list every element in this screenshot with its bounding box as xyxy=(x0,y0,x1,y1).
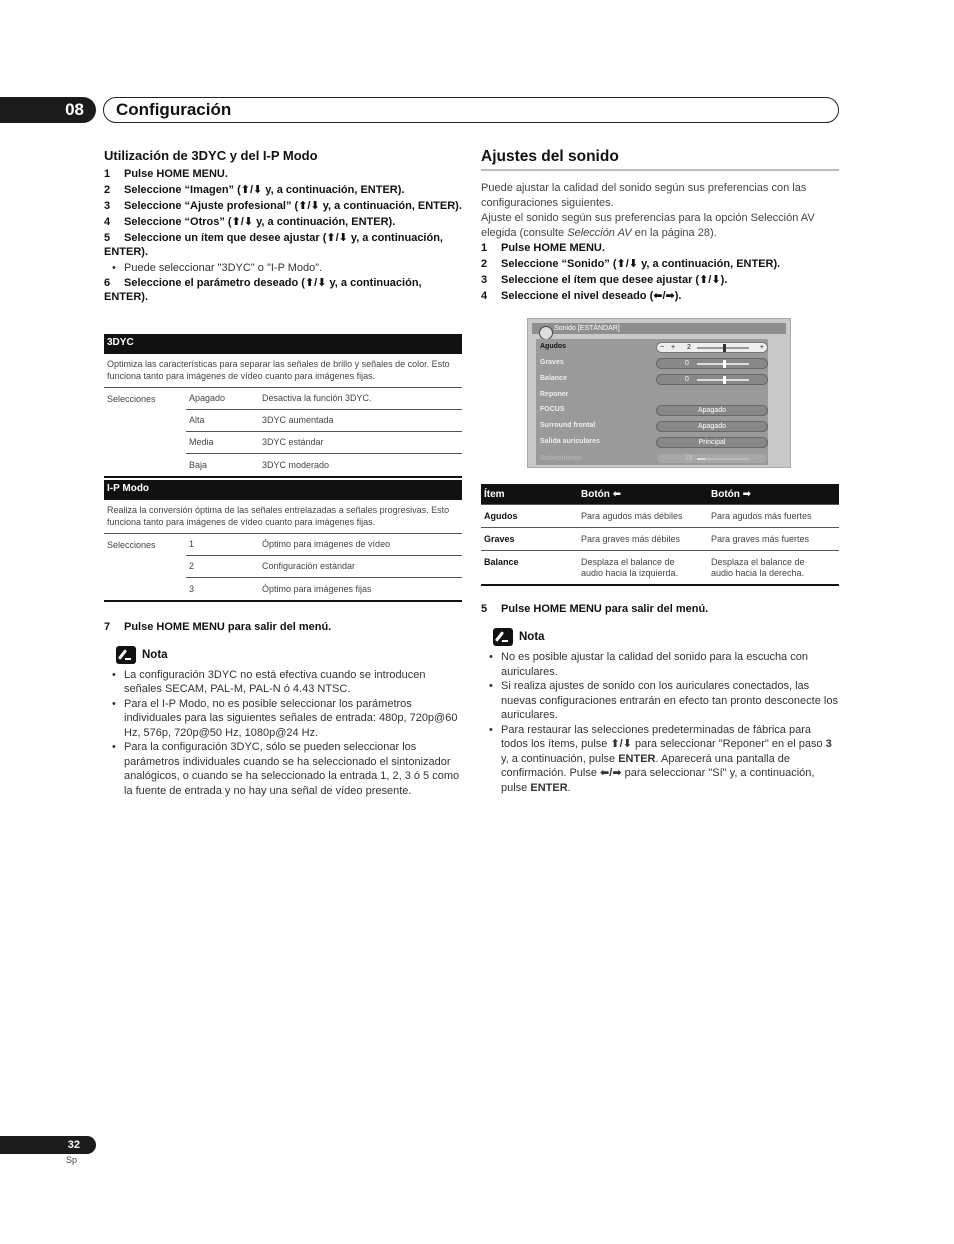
table-ip-mode xyxy=(104,480,462,602)
table-row: Alta 3DYC aumentada xyxy=(104,410,462,432)
osd-slider-subvolumen: 15 xyxy=(656,453,768,464)
sound-menu-screenshot xyxy=(527,318,791,468)
osd-item-reponer: Reponer xyxy=(540,391,569,398)
osd-panel xyxy=(536,339,768,465)
table-title: I-P Modo xyxy=(104,480,462,500)
osd-item-focus: FOCUS xyxy=(540,406,565,413)
note-heading: Nota xyxy=(493,628,839,646)
table-description: Realiza la conversión óptima de las señales entrelazadas a señales progresivas. Esto funciona tanto para imágenes de vídeo cuanto para imágenes fijas. xyxy=(104,500,462,534)
page-number: 32 xyxy=(0,1136,96,1154)
table-row: Selecciones 1 Óptimo para imágenes de vídeo xyxy=(104,534,462,556)
step: 7 Pulse HOME MENU para salir del menú. xyxy=(104,620,332,633)
left-column xyxy=(104,148,462,798)
osd-slider-balance: 0 xyxy=(656,374,768,385)
step: 3 Seleccione “Ajuste profesional” (⬆/⬇ y, a continuación, ENTER). xyxy=(104,200,462,212)
osd-value-focus: Apagado xyxy=(656,405,768,416)
chapter-number: 08 xyxy=(0,97,96,123)
table-title: 3DYC xyxy=(104,334,462,354)
table-header: Ítem Botón ⬅ Botón ➡ xyxy=(481,484,839,504)
table-row: Balance Desplaza el balance de audio hacia la izquierda. Desplaza el balance de audio hacia la derecha. xyxy=(481,550,839,584)
step: 4 Seleccione el nivel deseado (⬅/➡). xyxy=(481,290,682,302)
note-item: • Para restaurar las selecciones predeterminadas de fábrica para todos los ítems, pulse ⬆/⬇ para seleccionar "Reponer" en el paso 3 y, a continuación, pulse ENTER. Aparecerá una pantalla de confirmación. Pulse ⬅/➡ para seleccionar "Sí" y, a continuación, pulse ENTER. xyxy=(481,723,839,796)
osd-item-surround: Surround frontal xyxy=(540,422,596,429)
note-pencil-icon xyxy=(116,646,136,664)
right-column-bottom xyxy=(481,602,839,795)
right-column xyxy=(481,148,839,305)
table-row: Media 3DYC estándar xyxy=(104,432,462,454)
plus-icon: + xyxy=(671,344,676,351)
table-row: Agudos Para agudos más débiles Para agudos más fuertes xyxy=(481,504,839,527)
table-row: 3 Óptimo para imágenes fijas xyxy=(189,583,372,594)
osd-slider-graves: 0 xyxy=(656,358,768,369)
note-item: • La configuración 3DYC no está efectiva cuando se introducen señales SECAM, PAL-M, PAL-N ó 4.43 NTSC. xyxy=(104,668,462,697)
table-row: Baja 3DYC moderado xyxy=(189,459,330,470)
section-heading-3dyc: Utilización de 3DYC y del I-P Modo xyxy=(104,148,318,163)
step: 5 Pulse HOME MENU para salir del menú. xyxy=(481,603,709,615)
osd-value-headphones: Principal xyxy=(656,437,768,448)
osd-item-graves: Graves xyxy=(540,359,564,366)
page-language: Sp xyxy=(66,1155,78,1165)
step: 5 Seleccione un ítem que desee ajustar (⬆/⬇ y, a continuación, ENTER). xyxy=(104,232,443,258)
minus-icon: − xyxy=(660,344,665,351)
plus-icon: + xyxy=(759,344,764,351)
step: 6 Seleccione el parámetro deseado (⬆/⬇ y, a continuación, ENTER). xyxy=(104,276,422,303)
note-item: • Si realiza ajustes de sonido con los auriculares conectados, las nuevas configuraciones entrarán en efecto tan pronto desconecte los auriculares. xyxy=(481,679,839,723)
step: 1 Pulse HOME MENU. xyxy=(481,242,605,254)
step-bullet: • Puede seleccionar "3DYC" o "I-P Modo". xyxy=(104,261,462,276)
table-row: Selecciones Apagado Desactiva la función 3DYC. xyxy=(104,388,462,410)
step: 4 Seleccione “Otros” (⬆/⬇ y, a continuación, ENTER). xyxy=(104,216,396,228)
section-heading-sound: Ajustes del sonido xyxy=(481,148,839,171)
table-3dyc xyxy=(104,334,462,478)
note-heading: Nota xyxy=(116,646,462,664)
sound-buttons-table xyxy=(481,484,839,586)
osd-item-subvolumen: Subvolumen xyxy=(540,455,583,462)
intro-paragraph: Ajuste el sonido según sus preferencias para la opción Selección AV elegida (consulte Selección AV en la página 28). xyxy=(481,212,815,239)
osd-item-headphones: Salida auriculares xyxy=(540,438,600,445)
intro-paragraph: Puede ajustar la calidad del sonido según sus preferencias con las configuraciones siguientes. xyxy=(481,182,807,209)
table-row: 2 Configuración estándar xyxy=(104,556,462,578)
osd-value-surround: Apagado xyxy=(656,421,768,432)
table-row: Graves Para graves más débiles Para graves más fuertes xyxy=(481,527,839,550)
step: 1 Pulse HOME MENU. xyxy=(104,168,228,180)
step: 2 Seleccione “Imagen” (⬆/⬇ y, a continuación, ENTER). xyxy=(104,184,405,196)
table-description: Optimiza las características para separar las señales de brillo y señales de color. Esto funciona tanto para imágenes de vídeo cuanto para imágenes fijas. xyxy=(104,354,462,388)
note-pencil-icon xyxy=(493,628,513,646)
step: 2 Seleccione “Sonido” (⬆/⬇ y, a continuación, ENTER). xyxy=(481,258,781,270)
osd-title: Sonido [ESTÁNDAR] xyxy=(532,323,786,334)
chapter-title: Configuración xyxy=(103,97,839,123)
note-item: • Para la configuración 3DYC, sólo se pueden seleccionar los parámetros individuales cuando se ha seleccionado el sintonizador analógicos, o cuando se ha seleccionado la entrada 1, 2, 3 ó 5 como la fuente de entrada y no hay una señal de vídeo presente. xyxy=(104,740,462,798)
note-item: • Para el I-P Modo, no es posible seleccionar los parámetros individuales para las siguientes señales de entrada: 480p, 720p@60 Hz, 576p, 720p@50 Hz, 1080p@24 Hz. xyxy=(104,697,462,741)
step: 3 Seleccione el ítem que desee ajustar (⬆/⬇). xyxy=(481,274,728,286)
speaker-icon xyxy=(539,326,553,340)
osd-slider-agudos: − + 2 + xyxy=(656,342,768,353)
osd-item-balance: Balance xyxy=(540,375,567,382)
note-item: • No es posible ajustar la calidad del sonido para la escucha con auriculares. xyxy=(481,650,839,679)
osd-item-agudos: Agudos xyxy=(540,343,567,350)
